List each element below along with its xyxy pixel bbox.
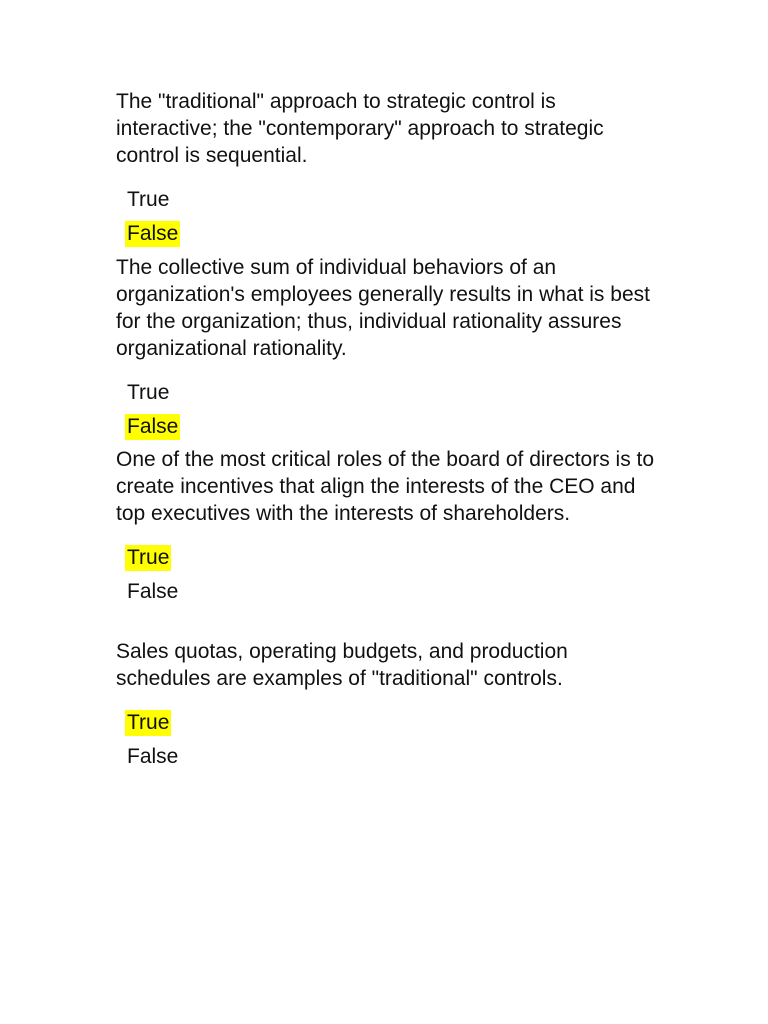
answer-options [116,187,656,247]
question-text: Sales quotas, operating budgets, and production schedules are examples of "traditional" controls. [116,640,568,690]
option-false[interactable] [125,744,656,770]
option-label: True [127,188,170,211]
option-label: False [127,580,179,603]
option-false[interactable] [125,221,656,247]
option-label: False [127,745,179,768]
question-2 [116,254,656,448]
option-label: False [127,415,179,438]
answer-options [116,380,656,440]
option-false[interactable] [125,579,656,605]
option-label: True [127,381,170,404]
option-true[interactable] [125,380,656,406]
option-true[interactable] [125,710,656,736]
question-text: One of the most critical roles of the board of directors is to create incentives that align the interests of the CEO and top executives with the interests of shareholders. [116,448,655,525]
option-true[interactable] [125,545,656,571]
question-text: The "traditional" approach to strategic control is interactive; the "contemporary" approach to strategic control is sequential. [116,90,604,167]
question-3 [116,446,656,613]
option-label: True [127,546,170,569]
option-true[interactable] [125,187,656,213]
option-label: False [127,222,179,245]
question-1 [116,88,656,255]
answer-options [116,710,656,770]
option-false[interactable] [125,414,656,440]
option-label: True [127,711,170,734]
question-4 [116,638,656,778]
question-text: The collective sum of individual behaviors of an organization's employees generally results in what is best for the organization; thus, individual rationality assures organizational rationality. [116,256,650,360]
answer-options [116,545,656,605]
